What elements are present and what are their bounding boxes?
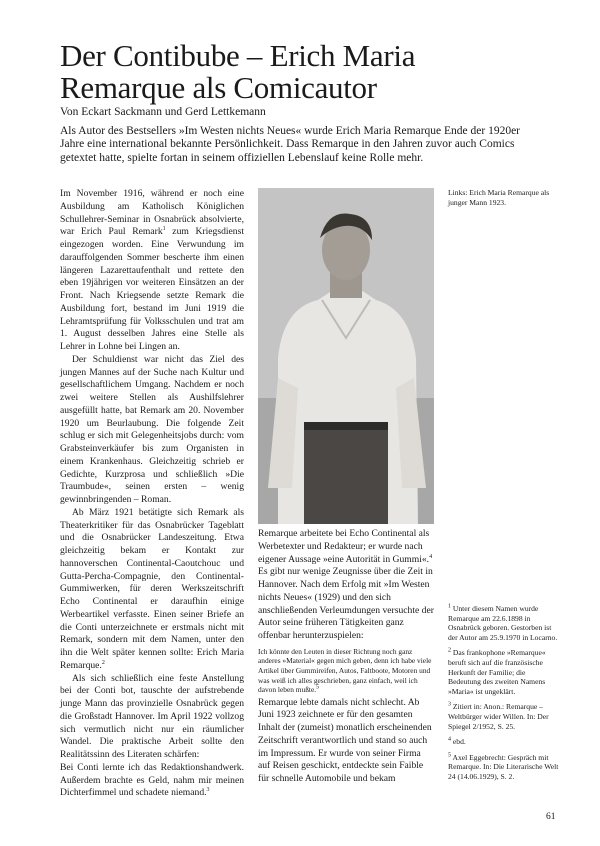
footnote-1-number: 1 <box>448 603 451 610</box>
footnote-5-text: Axel Eggebrecht: Gespräch mit Remarque. In: Die Literarische Welt 24 (14.06.1929), S. 2. <box>448 752 559 781</box>
block-quote-conti-text: Bei Conti lernte ich das Redaktionshandwerk. Außerdem brachte es Geld, nahm mir meinen Dichterfimmel und schadete niemand. <box>60 761 244 799</box>
photo-caption: Links: Erich Maria Remarque als junger Mann 1923. <box>448 188 550 207</box>
right-paragraph-1-start: Remarque arbeitete bei Echo Continental als Werbetexter und Redakteur; er wurde nach eigener Aussage »eine Autorität in Gummi«. <box>258 528 430 565</box>
paragraph-1-start: Im November 1916, während er noch eine Ausbildung am Katholisch Königlichen Schullehrer-Seminar in Osnabrück absolvierte, war Erich Paul Remark <box>60 188 244 238</box>
portrait-figure <box>258 188 434 524</box>
footnote-2-number: 2 <box>448 647 451 654</box>
footnotes-list <box>448 604 560 788</box>
article-byline: Von Eckart Sackmann und Gerd Lettkemann <box>60 106 266 118</box>
footnote-3-number: 3 <box>448 701 451 708</box>
footnote-5 <box>448 753 560 782</box>
portrait-photo <box>258 188 434 524</box>
page-number: 61 <box>546 812 556 822</box>
footnote-ref-5: 5 <box>316 684 320 691</box>
paragraph-4: Als sich schließlich eine feste Anstellung bei der Conti bot, tauschte der aufstrebende junge Mann das provinzielle Osnabrück gegen die Großstadt Hannover. Im April 1922 vollzog sich vermutlich nicht nur ein räumlicher Wandel. Die praktische Arbeit sollte den Realitätssinn des Literaten schärfen: <box>60 672 244 760</box>
footnote-ref-4: 4 <box>429 553 433 560</box>
left-text-column <box>60 188 244 800</box>
footnote-ref-2: 2 <box>101 659 105 666</box>
right-paragraph-2: Remarque lebte damals nicht schlecht. Ab Juni 1923 zeichnete er für den gesamten Inhalt der (zumeist) monatlich erscheinenden Zeitschrift verantwortlich und stand so auch im Impressum. Er wurde von seiner Firma auf Reisen geschickt, entdeckte sein Faible für schnelle Automobile und bekam <box>258 696 432 785</box>
footnote-4 <box>448 737 560 747</box>
footnote-1-text: Unter diesem Namen wurde Remarque am 22.6.1898 in Osnabrück geboren. Gestorben ist der Autor am 25.9.1970 in Locarno. <box>448 604 558 642</box>
footnote-2-text: Das frankophone »Remarque« beruft sich auf die französische Herkunft der Familie; die Bedeutung des zweiten Namens »Maria« ist ungeklärt. <box>448 648 546 696</box>
block-quote-material <box>258 647 434 695</box>
article-title: Der Contibube – Erich Maria Remarque als Comicautor <box>60 38 416 105</box>
paragraph-3-text: Ab März 1921 betätigte sich Remark als Theaterkritiker für das Osnabrücker Tageblatt und die Osnabrücker Landeszeitung. Etwa gleichzeitig bekam er Kontakt zur hannoverschen Continental-Caoutchouc und Gutta-Percha-Compagnie, den Continental-Gummiwerken, für deren Werkszeitschrift Echo Continental er daraufhin einige Werbeartikel verfasste. Einen seiner Briefe an die Conti unterzeichnete er erstmals nicht mit Remark, sondern mit dem Namen, unter den ihn die Welt später kennen sollte: Erich Maria Remarque. <box>60 506 244 671</box>
paragraph-3 <box>60 507 244 673</box>
footnote-1 <box>448 604 560 642</box>
paragraph-2: Der Schuldienst war nicht das Ziel des jungen Mannes auf der Suche nach Kultur und gesellschaftlichem Umgang. Nachdem er noch zwei weitere Stellen als Aushilfslehrer ausgefüllt hatte, bat Remark am 20. November 1920 um Beurlaubung. Die folgende Zeit schlug er sich mit Gelegenheitsjobs durch: vom Grabsteinverkäufer bis zum Organisten in einem Krankenhaus. Gleichzeitig schrieb er Gedichte, Kurzprosa und schließlich »Die Traumbude«, seinen ersten – wenig gewinnbringenden – Roman. <box>60 353 244 505</box>
footnote-3-text: Zitiert in: Anon.: Remarque – Weltbürger wider Willen. In: Der Spiegel 2/1952, S. 25. <box>448 702 549 731</box>
block-quote-material-text: Ich könnte den Leuten in dieser Richtung noch ganz anderes »Material« gegen mich geben, denn ich habe viele Artikel über Gummireifen, Autos, Faltboote, Motoren und was weiß ich alles geschrieben, ganz einfach, weil ich davon leben mußte. <box>258 646 432 695</box>
footnote-ref-1: 1 <box>162 226 166 233</box>
footnote-3 <box>448 702 560 731</box>
right-text-column <box>258 528 434 786</box>
footnote-4-number: 4 <box>448 736 451 743</box>
right-paragraph-1-end: Es gibt nur wenige Zeugnisse über die Zeit in Hannover. Nach dem Erfolg mit »Im Westen nichts Neues« (1929) und den sich anschließenden Verleumdungen versuchte der Autor seine früheren Tätigkeiten ganz offenbar herunterzuspielen: <box>258 566 434 641</box>
paragraph-1-end: zum Kriegsdienst eingezogen worden. Eine Verwundung im darauffolgenden Sommer bescherte ihm einen längeren Lazarettaufenthalt und rettete den eben 19jährigen vor weiteren Einsätzen an der Front. Nach Kriegsende setzte Remark die Ausbildung fort, bestand im Juni 1919 die Lehramtsprüfung für Volksschulen und trat am 1. August desselben Jahres eine Stelle als Lehrer in Lohne bei Lingen an. <box>60 226 244 352</box>
footnote-5-number: 5 <box>448 752 451 759</box>
article-lead: Als Autor des Bestsellers »Im Westen nichts Neues« wurde Erich Maria Remarque Ende der 1920er Jahre eine international bekannte Persönlichkeit. Dass Remarque in den Jahren zuvor auch Comics getextet hatte, spielte fortan in seinem offiziellen Lebenslauf keine Rolle mehr. <box>60 125 521 164</box>
paragraph-1 <box>60 188 244 354</box>
block-quote-conti <box>60 762 244 800</box>
footnote-ref-3: 3 <box>206 787 210 794</box>
footnote-2 <box>448 648 560 696</box>
footnote-4-text: ebd. <box>452 737 466 747</box>
right-paragraph-1 <box>258 528 434 643</box>
